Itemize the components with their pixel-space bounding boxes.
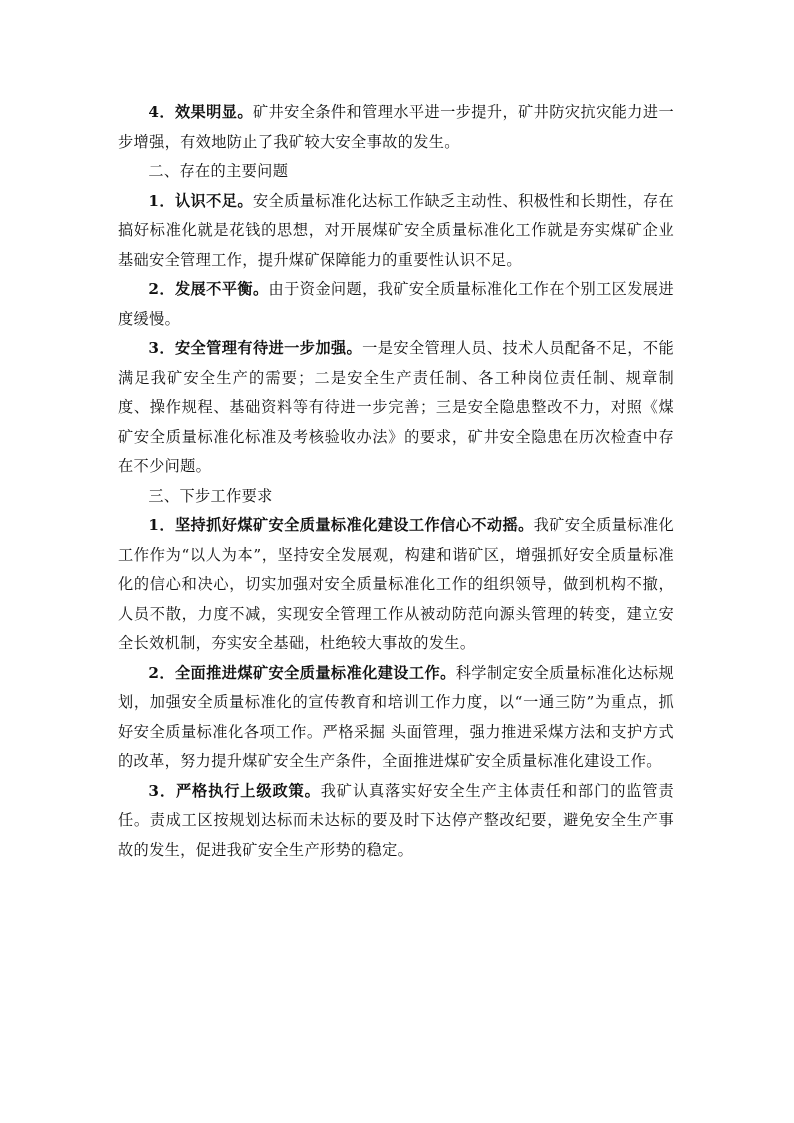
- paragraph-lead: 4．效果明显。: [148, 103, 253, 121]
- paragraph-lead: 3．安全管理有待进一步加强。: [148, 339, 363, 357]
- paragraph-next-item-1: [118, 511, 674, 659]
- paragraph-lead: 2．全面推进煤矿安全质量标准化建设工作。: [148, 663, 456, 682]
- section-heading-problems: 二、存在的主要问题: [148, 162, 289, 180]
- section-heading-next-steps: 三、下步工作要求: [148, 486, 273, 505]
- paragraph-lead: 1．认识不足。: [148, 191, 253, 210]
- paragraph-text: 由于资金问题，我矿安全质量标准化工作在个别工区发展进度缓慢。: [118, 280, 674, 328]
- paragraph-text: 科学制定安全质量标准化达标规划，加强安全质量标准化的宣传教育和培训工作力度，以“一通三防”为重点，抓好安全质量标准化各项工作。严格采掘 头面管理，强力推进采煤方法和支护方式的改革，努力提升煤矿安全生产条件，全面推进煤矿安全质量标准化建设工作。: [118, 663, 674, 770]
- paragraph-text: 我矿认真落实好安全生产主体责任和部门的监管责任。责成工区按规划达标而未达标的要及时下达停产整改纪要，避免安全生产事故的发生，促进我矿安全生产形势的稳定。: [118, 781, 675, 859]
- paragraph-item-4-effect: [118, 98, 674, 157]
- paragraph-text: 我矿安全质量标准化工作作为“以人为本”，坚持安全发展观，构建和谐矿区，增强抓好安全质量标准化的信心和决心，切实加强对安全质量标准化工作的组织领导，做到机构不撤，人员不散，力度不减，实现安全管理工作从被动防范向源头管理的转变，建立安全长效机制，夯实安全基础，杜绝较大事故的发生。: [118, 516, 674, 652]
- paragraph-text: 安全质量标准化达标工作缺乏主动性、积极性和长期性，存在搞好标准化就是花钱的思想，对开展煤矿安全质量标准化工作就是夯实煤矿企业基础安全管理工作，提升煤矿保障能力的重要性认识不足。: [118, 191, 674, 269]
- paragraph-item-2-imbalance: [118, 275, 674, 334]
- paragraph-lead: 1．坚持抓好煤矿安全质量标准化建设工作信心不动摇。: [148, 516, 534, 534]
- paragraph-lead: 3．严格执行上级政策。: [148, 781, 321, 800]
- paragraph-next-item-2: [118, 659, 674, 777]
- paragraph-next-item-3: [118, 777, 674, 866]
- paragraph-text: 矿井安全条件和管理水平进一步提升，矿井防灾抗灾能力进一步增强，有效地防止了我矿较大安全事故的发生。: [118, 103, 674, 151]
- paragraph-item-3-management: [118, 334, 674, 482]
- document-page: [118, 98, 674, 865]
- paragraph-lead: 2．发展不平衡。: [148, 280, 269, 298]
- paragraph-text: 一是安全管理人员、技术人员配备不足，不能满足我矿安全生产的需要；二是安全生产责任制、各工种岗位责任制、规章制度、操作规程、基础资料等有待进一步完善；三是安全隐患整改不力，对照《煤矿安全质量标准化标准及考核验收办法》的要求，矿井安全隐患在历次检查中存在不少问题。: [118, 339, 674, 475]
- paragraph-item-1-awareness: [118, 187, 674, 276]
